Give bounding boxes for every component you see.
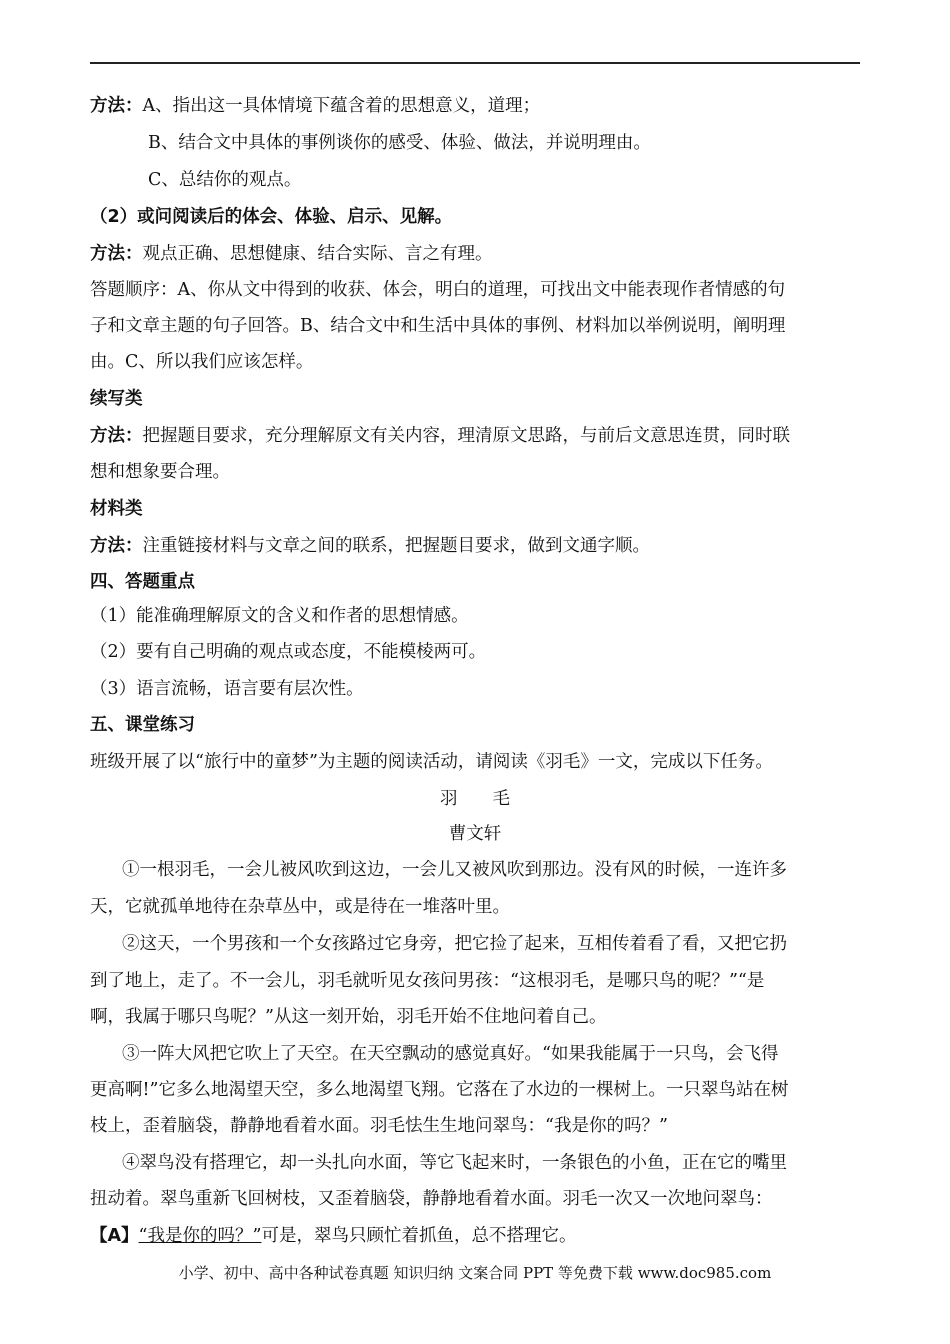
underlined-quote: “我是你的吗？” xyxy=(138,1226,262,1246)
question-mark-label: 【A】 xyxy=(90,1226,139,1246)
line-text: 注重链接材料与文章之间的联系，把握题目要求，做到文通字顺。 xyxy=(142,536,650,556)
section-heading: 续写类 xyxy=(90,389,143,409)
method-line xyxy=(90,424,860,448)
method-label: 方法： xyxy=(90,426,143,446)
paragraph-line: 啊，我属于哪只鸟呢？”从这一刻开始，羽毛开始不住地问着自己。 xyxy=(90,1007,607,1027)
paragraph-line: ①一根羽毛，一会儿被风吹到这边，一会儿又被风吹到那边。没有风的时候，一连许多 xyxy=(122,860,787,880)
paragraph-line: 班级开展了以“旅行中的童梦”为主题的阅读活动，请阅读《羽毛》一文，完成以下任务。 xyxy=(90,752,773,772)
paragraph-line: 由。C、所以我们应该怎样。 xyxy=(90,352,314,372)
line-text: 可是，翠鸟只顾忙着抓鱼，总不搭理它。 xyxy=(261,1226,577,1246)
paragraph-line: 答题顺序：A、你从文中得到的收获、体会，明白的道理，可找出文中能表现作者情感的句 xyxy=(90,280,786,300)
method-label: 方法： xyxy=(90,536,143,556)
paragraph-line: ④翠鸟没有搭理它，却一头扎向水面，等它飞起来时，一条银色的小鱼，正在它的嘴里 xyxy=(122,1153,787,1173)
method-line-b: B、结合文中具体的事例谈你的感受、体验、做法，并说明理由。 xyxy=(148,133,651,153)
paragraph-line: ③一阵大风把它吹上了天空。在天空飘动的感觉真好。“如果我能属于一只鸟，会飞得 xyxy=(122,1044,779,1064)
paragraph-line: 天，它就孤单地待在杂草丛中，或是待在一堆落叶里。 xyxy=(90,897,510,917)
section-heading: 材料类 xyxy=(90,499,143,519)
paragraph-line: 扭动着。翠鸟重新飞回树枝，又歪着脑袋，静静地看着水面。羽毛一次又一次地问翠鸟： xyxy=(90,1189,773,1209)
paragraph-line: 枝上，歪着脑袋，静静地看着水面。羽毛怯生生地问翠鸟：“我是你的吗？” xyxy=(90,1116,668,1136)
method-line-c: C、总结你的观点。 xyxy=(148,170,302,190)
method-line xyxy=(90,534,860,558)
section-heading: 四、答题重点 xyxy=(90,572,195,592)
paragraph-line: ②这天，一个男孩和一个女孩路过它身旁，把它捡了起来，互相传着看了看，又把它扔 xyxy=(122,934,787,954)
section-heading: （2）或问阅读后的体会、体验、启示、见解。 xyxy=(90,207,453,227)
line-text: 观点正确、思想健康、结合实际、言之有理。 xyxy=(142,244,493,264)
method-line xyxy=(90,94,860,118)
article-title: 羽 毛 xyxy=(440,789,510,809)
section-heading: 五、课堂练习 xyxy=(90,715,195,735)
line-text: A、指出这一具体情境下蕴含着的思想意义，道理； xyxy=(142,96,541,116)
method-label: 方法： xyxy=(90,244,143,264)
header-rule xyxy=(90,62,860,64)
article-author: 曹文轩 xyxy=(448,824,502,844)
list-item: （2）要有自己明确的观点或态度，不能模棱两可。 xyxy=(90,642,487,662)
question-line xyxy=(90,1224,860,1248)
method-label: 方法： xyxy=(90,96,143,116)
method-line xyxy=(90,242,860,266)
line-text: 把握题目要求，充分理解原文有关内容，理清原文思路，与前后文意思连贯，同时联 xyxy=(142,426,790,446)
list-item: （3）语言流畅，语言要有层次性。 xyxy=(90,679,364,699)
page-footer: 小学、初中、高中各种试卷真题 知识归纳 文案合同 PPT 等免费下载 www.doc985.com xyxy=(178,1264,772,1282)
paragraph-line: 到了地上，走了。不一会儿，羽毛就听见女孩问男孩：“这根羽毛，是哪只鸟的呢？”“是 xyxy=(90,971,765,991)
paragraph-line: 更高啊!”它多么地渴望天空，多么地渴望飞翔。它落在了水边的一棵树上。一只翠鸟站在树 xyxy=(90,1080,789,1100)
paragraph-line: 子和文章主题的句子回答。B、结合文中和生活中具体的事例、材料加以举例说明，阐明理 xyxy=(90,316,786,336)
paragraph-line: 想和想象要合理。 xyxy=(90,462,230,482)
list-item: （1）能准确理解原文的含义和作者的思想情感。 xyxy=(90,606,469,626)
